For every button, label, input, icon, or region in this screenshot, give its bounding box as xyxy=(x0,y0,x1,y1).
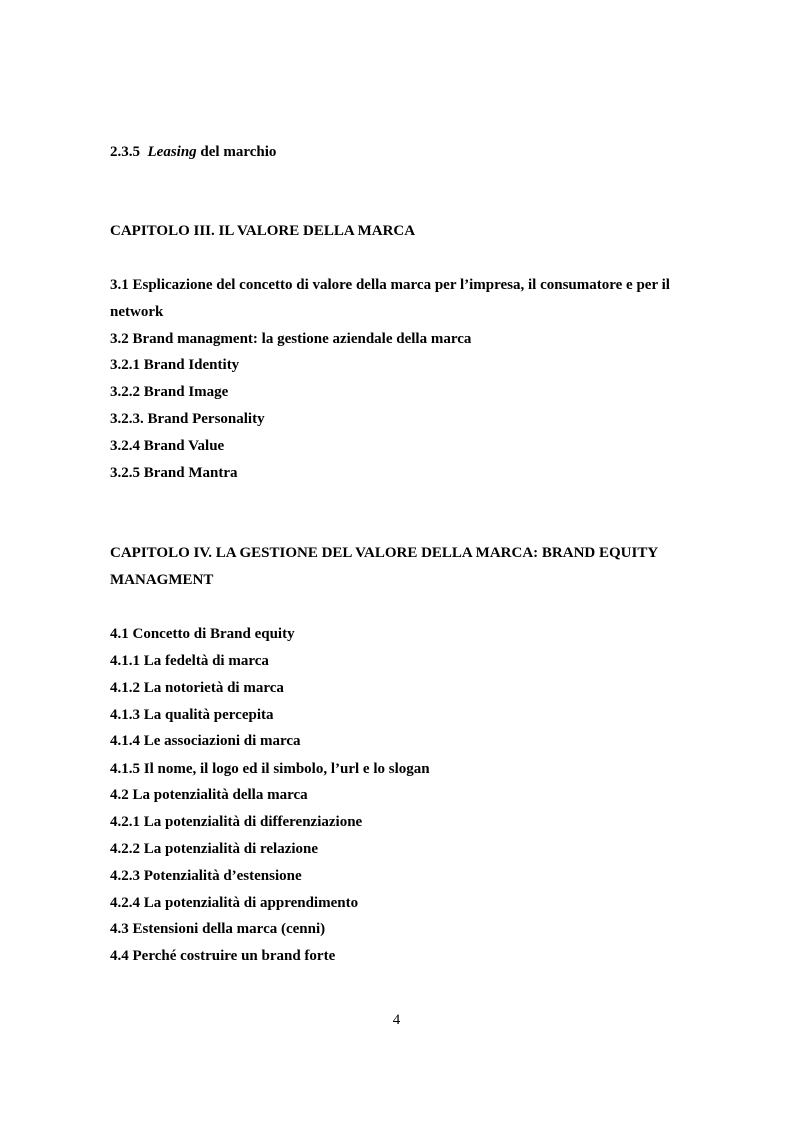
toc-entry-4-1-5: 4.1.5 Il nome, il logo ed il simbolo, l’url e lo slogan xyxy=(110,761,430,777)
toc-entry-4-2: 4.2 La potenzialità della marca xyxy=(110,787,308,803)
toc-entry-3-2-4: 3.2.4 Brand Value xyxy=(110,438,225,454)
toc-entry-4-2-2: 4.2.2 La potenzialità di relazione xyxy=(110,841,319,857)
toc-entry-number: 2.3.5 xyxy=(110,144,140,160)
toc-entry-4-1: 4.1 Concetto di Brand equity xyxy=(110,626,295,642)
toc-entry-4-2-1: 4.2.1 La potenzialità di differenziazione xyxy=(110,814,363,830)
toc-entry-3-2-2: 3.2.2 Brand Image xyxy=(110,384,229,400)
page-number: 4 xyxy=(392,1012,401,1028)
toc-entry-3-1: 3.1 Esplicazione del concetto di valore della marca per l’impresa, il consumatore e per il network xyxy=(110,277,670,320)
chapter-4-heading: CAPITOLO IV. LA GESTIONE DEL VALORE DELLA MARCA: BRAND EQUITY MANAGMENT xyxy=(110,545,658,588)
toc-entry-4-2-3: 4.2.3 Potenzialità d’estensione xyxy=(110,868,302,884)
toc-entry-3-2-3: 3.2.3. Brand Personality xyxy=(110,411,265,427)
toc-entry-4-1-3: 4.1.3 La qualità percepita xyxy=(110,707,274,723)
toc-entry-2-3-5 xyxy=(110,143,276,161)
toc-entry-italic: Leasing xyxy=(147,144,197,160)
toc-entry-4-3: 4.3 Estensioni della marca (cenni) xyxy=(110,921,326,937)
chapter-3-heading: CAPITOLO III. IL VALORE DELLA MARCA xyxy=(110,223,416,239)
toc-entry-4-2-4: 4.2.4 La potenzialità di apprendimento xyxy=(110,895,359,911)
toc-entry-3-2-1: 3.2.1 Brand Identity xyxy=(110,357,240,373)
toc-entry-3-2: 3.2 Brand managment: la gestione aziendale della marca xyxy=(110,331,472,347)
toc-entry-3-2-5: 3.2.5 Brand Mantra xyxy=(110,465,238,481)
toc-entry-4-1-4: 4.1.4 Le associazioni di marca xyxy=(110,733,301,749)
toc-entry-text: del marchio xyxy=(200,144,277,160)
toc-entry-4-1-1: 4.1.1 La fedeltà di marca xyxy=(110,653,269,669)
toc-entry-4-4: 4.4 Perché costruire un brand forte xyxy=(110,948,336,964)
toc-entry-4-1-2: 4.1.2 La notorietà di marca xyxy=(110,680,284,696)
